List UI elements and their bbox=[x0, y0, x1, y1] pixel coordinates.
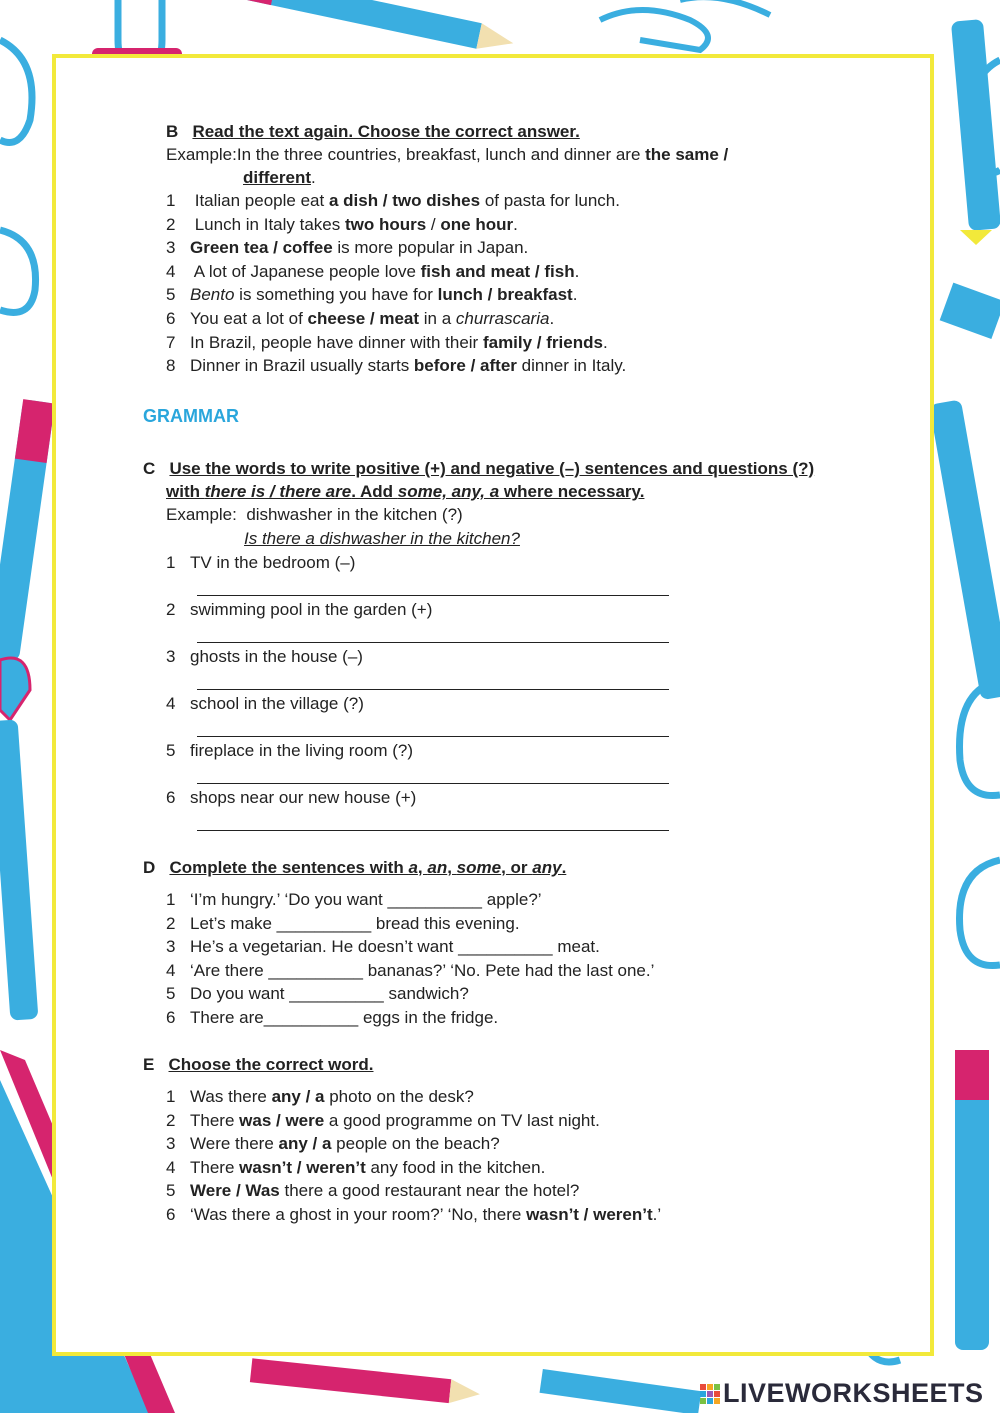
instruction-part: some, any, a bbox=[397, 482, 500, 501]
item-prompt: school in the village (?) bbox=[190, 694, 364, 713]
item-text: dinner in Italy. bbox=[516, 356, 627, 376]
item-text: any / a bbox=[278, 1134, 332, 1154]
item-text: of pasta for lunch. bbox=[480, 191, 620, 210]
item-text: Were there bbox=[190, 1134, 279, 1154]
item-text: A lot of Japanese people love bbox=[190, 261, 421, 281]
item-text: In Brazil, people have dinner with their bbox=[190, 332, 483, 352]
item-number: 4 bbox=[166, 1157, 176, 1177]
section-b-example bbox=[166, 143, 728, 167]
answer-line[interactable] bbox=[197, 736, 669, 737]
list-item bbox=[166, 331, 608, 355]
item-number: 1 bbox=[166, 1087, 176, 1106]
list-item bbox=[166, 935, 600, 959]
list-item bbox=[166, 189, 620, 213]
list-item bbox=[166, 912, 520, 936]
list-item bbox=[166, 260, 579, 284]
answer-line[interactable] bbox=[197, 595, 669, 596]
instruction-part: , bbox=[447, 858, 457, 877]
item-number: 1 bbox=[166, 553, 176, 572]
list-item bbox=[166, 1132, 500, 1156]
item-text: . bbox=[572, 285, 578, 305]
item-number: 3 bbox=[166, 647, 176, 666]
section-b-header bbox=[166, 120, 580, 144]
item-prompt: shops near our new house (+) bbox=[190, 788, 417, 807]
instruction-part: with bbox=[166, 482, 205, 501]
item-text: any / a bbox=[271, 1087, 325, 1106]
section-instruction: Choose the correct word. bbox=[168, 1055, 374, 1074]
list-item bbox=[166, 354, 626, 378]
item-number: 2 bbox=[166, 600, 176, 619]
instruction-part: . bbox=[561, 858, 567, 877]
item-text: . bbox=[549, 309, 555, 328]
instruction-word: any bbox=[532, 858, 562, 877]
example-answer: Is there a dishwasher in the kitchen? bbox=[244, 529, 520, 548]
item-text: is something you have for bbox=[234, 285, 438, 305]
item-number: 2 bbox=[166, 913, 176, 933]
example-options: the same / bbox=[645, 145, 729, 164]
list-item bbox=[166, 1203, 661, 1227]
section-letter: E bbox=[143, 1055, 155, 1074]
item-number: 3 bbox=[166, 937, 176, 957]
item-text: Do you want __________ sandwich? bbox=[190, 984, 469, 1004]
item-text: There bbox=[190, 1110, 240, 1130]
item-number: 4 bbox=[166, 960, 176, 980]
item-text: cheese / meat bbox=[307, 309, 420, 328]
list-item bbox=[166, 1109, 600, 1133]
section-c-header bbox=[143, 457, 814, 481]
item-text: there a good restaurant near the hotel? bbox=[279, 1181, 580, 1201]
example-answer: different bbox=[243, 168, 311, 187]
item-text: Were / Was bbox=[190, 1181, 280, 1201]
item-text: / bbox=[426, 214, 441, 234]
list-item bbox=[166, 692, 364, 716]
answer-line[interactable] bbox=[197, 783, 669, 784]
item-text: Was there bbox=[190, 1087, 272, 1106]
list-item bbox=[166, 213, 518, 237]
section-e-header bbox=[143, 1053, 374, 1077]
item-text: . bbox=[574, 261, 580, 281]
section-c-instruction-line2 bbox=[166, 480, 644, 504]
item-number: 4 bbox=[166, 694, 176, 713]
item-number: 6 bbox=[166, 309, 176, 328]
list-item bbox=[166, 645, 363, 669]
item-text: Let’s make __________ bread this evening. bbox=[190, 913, 520, 933]
item-number: 2 bbox=[166, 1110, 176, 1130]
instruction-part: . Add bbox=[351, 482, 398, 501]
item-text: is more popular in Japan. bbox=[332, 238, 529, 258]
item-text: Bento bbox=[190, 285, 235, 305]
item-number: 6 bbox=[166, 1205, 176, 1224]
logo-text: LIVEWORKSHEETS bbox=[723, 1378, 984, 1408]
item-text: Italian people eat bbox=[190, 191, 329, 210]
list-item bbox=[166, 283, 577, 307]
instruction-part: , bbox=[417, 858, 428, 877]
item-prompt: TV in the bedroom (–) bbox=[190, 553, 356, 572]
item-text: before / after bbox=[413, 356, 517, 376]
list-item bbox=[166, 1006, 498, 1030]
item-text: people on the beach? bbox=[331, 1134, 500, 1154]
item-text: . bbox=[513, 214, 518, 234]
item-text: in a bbox=[419, 309, 456, 328]
item-text: any food in the kitchen. bbox=[365, 1157, 546, 1177]
item-text: was / were bbox=[239, 1110, 325, 1130]
list-item bbox=[166, 739, 413, 763]
item-text: There bbox=[190, 1157, 240, 1177]
answer-line[interactable] bbox=[197, 830, 669, 831]
item-text: ‘Was there a ghost in your room?’ ‘No, there bbox=[190, 1205, 527, 1224]
item-number: 8 bbox=[166, 356, 176, 376]
item-number: 5 bbox=[166, 984, 176, 1004]
instruction-part: Complete the sentences with bbox=[169, 858, 409, 877]
section-letter: B bbox=[166, 122, 179, 141]
item-number: 3 bbox=[166, 1134, 176, 1154]
instruction-part: there is / there are bbox=[204, 482, 352, 501]
section-letter: C bbox=[143, 459, 156, 478]
item-text: photo on the desk? bbox=[324, 1087, 474, 1106]
item-text: a dish / two dishes bbox=[328, 191, 481, 210]
list-item bbox=[166, 598, 432, 622]
example-label: Example: bbox=[166, 145, 237, 164]
section-d-header bbox=[143, 856, 566, 880]
item-text: ‘Are there __________ bananas?’ ‘No. Pete had the last one.’ bbox=[190, 960, 655, 980]
item-text: two hours bbox=[344, 214, 427, 234]
item-text: He’s a vegetarian. He doesn’t want __________ meat. bbox=[190, 937, 600, 957]
example-label: Example: bbox=[166, 505, 237, 524]
item-prompt: swimming pool in the garden (+) bbox=[190, 600, 433, 619]
item-text: fish and meat / fish bbox=[420, 261, 575, 281]
item-text: wasn’t / weren’t bbox=[526, 1205, 653, 1224]
item-text: You eat a lot of bbox=[190, 309, 308, 328]
section-instruction: Use the words to write positive (+) and negative (–) sentences and questions (?) bbox=[169, 459, 815, 478]
item-prompt: ghosts in the house (–) bbox=[190, 647, 363, 666]
section-letter: D bbox=[143, 858, 156, 877]
item-text: Green tea / coffee bbox=[190, 238, 333, 258]
section-c-example bbox=[166, 503, 463, 527]
list-item bbox=[166, 1179, 579, 1203]
item-text: a good programme on TV last night. bbox=[324, 1110, 600, 1130]
item-text: family / friends bbox=[482, 332, 603, 352]
list-item bbox=[166, 1085, 474, 1109]
answer-line[interactable] bbox=[197, 642, 669, 643]
grammar-heading: GRAMMAR bbox=[143, 406, 239, 426]
list-item bbox=[166, 888, 542, 912]
item-number: 2 bbox=[166, 214, 176, 234]
item-text: .’ bbox=[652, 1205, 662, 1224]
list-item bbox=[166, 982, 469, 1006]
example-prompt: dishwasher in the kitchen (?) bbox=[246, 505, 463, 524]
list-item bbox=[166, 551, 355, 575]
item-number: 6 bbox=[166, 788, 176, 807]
section-instruction bbox=[169, 858, 566, 877]
item-number: 5 bbox=[166, 1181, 176, 1201]
liveworksheets-logo bbox=[700, 1378, 984, 1409]
item-prompt: fireplace in the living room (?) bbox=[190, 741, 413, 760]
list-item bbox=[166, 1156, 545, 1180]
item-number: 3 bbox=[166, 238, 176, 258]
instruction-word: a bbox=[408, 858, 418, 877]
list-item bbox=[166, 786, 416, 810]
list-item bbox=[166, 236, 528, 260]
list-item bbox=[166, 959, 654, 983]
item-text: lunch / breakfast bbox=[437, 285, 573, 305]
item-number: 6 bbox=[166, 1008, 176, 1027]
item-number: 5 bbox=[166, 741, 176, 760]
instruction-part: , or bbox=[501, 858, 533, 877]
instruction-word: an bbox=[427, 858, 448, 877]
item-text: ‘I’m hungry.’ ‘Do you want __________ apple?’ bbox=[190, 890, 542, 909]
instruction-part: where necessary. bbox=[499, 482, 645, 501]
answer-line[interactable] bbox=[197, 689, 669, 690]
item-number: 5 bbox=[166, 285, 176, 305]
item-number: 7 bbox=[166, 332, 176, 352]
item-text: Lunch in Italy takes bbox=[190, 214, 345, 234]
logo-icon bbox=[700, 1384, 720, 1404]
item-number: 1 bbox=[166, 191, 176, 210]
item-text: wasn’t / weren’t bbox=[239, 1157, 366, 1177]
example-end: . bbox=[311, 168, 316, 187]
item-text: churrascaria bbox=[455, 309, 550, 328]
item-number: 1 bbox=[166, 890, 176, 909]
example-text: In the three countries, breakfast, lunch and dinner are bbox=[236, 145, 646, 164]
item-number: 4 bbox=[166, 261, 176, 281]
item-text: Dinner in Brazil usually starts bbox=[190, 356, 414, 376]
item-text: one hour bbox=[440, 214, 514, 234]
list-item bbox=[166, 307, 554, 331]
section-b-example-answer bbox=[243, 166, 316, 190]
instruction-word: some bbox=[456, 858, 502, 877]
section-instruction: Read the text again. Choose the correct answer. bbox=[192, 122, 580, 141]
item-text: There are__________ eggs in the fridge. bbox=[190, 1008, 499, 1027]
item-text: . bbox=[602, 332, 608, 352]
